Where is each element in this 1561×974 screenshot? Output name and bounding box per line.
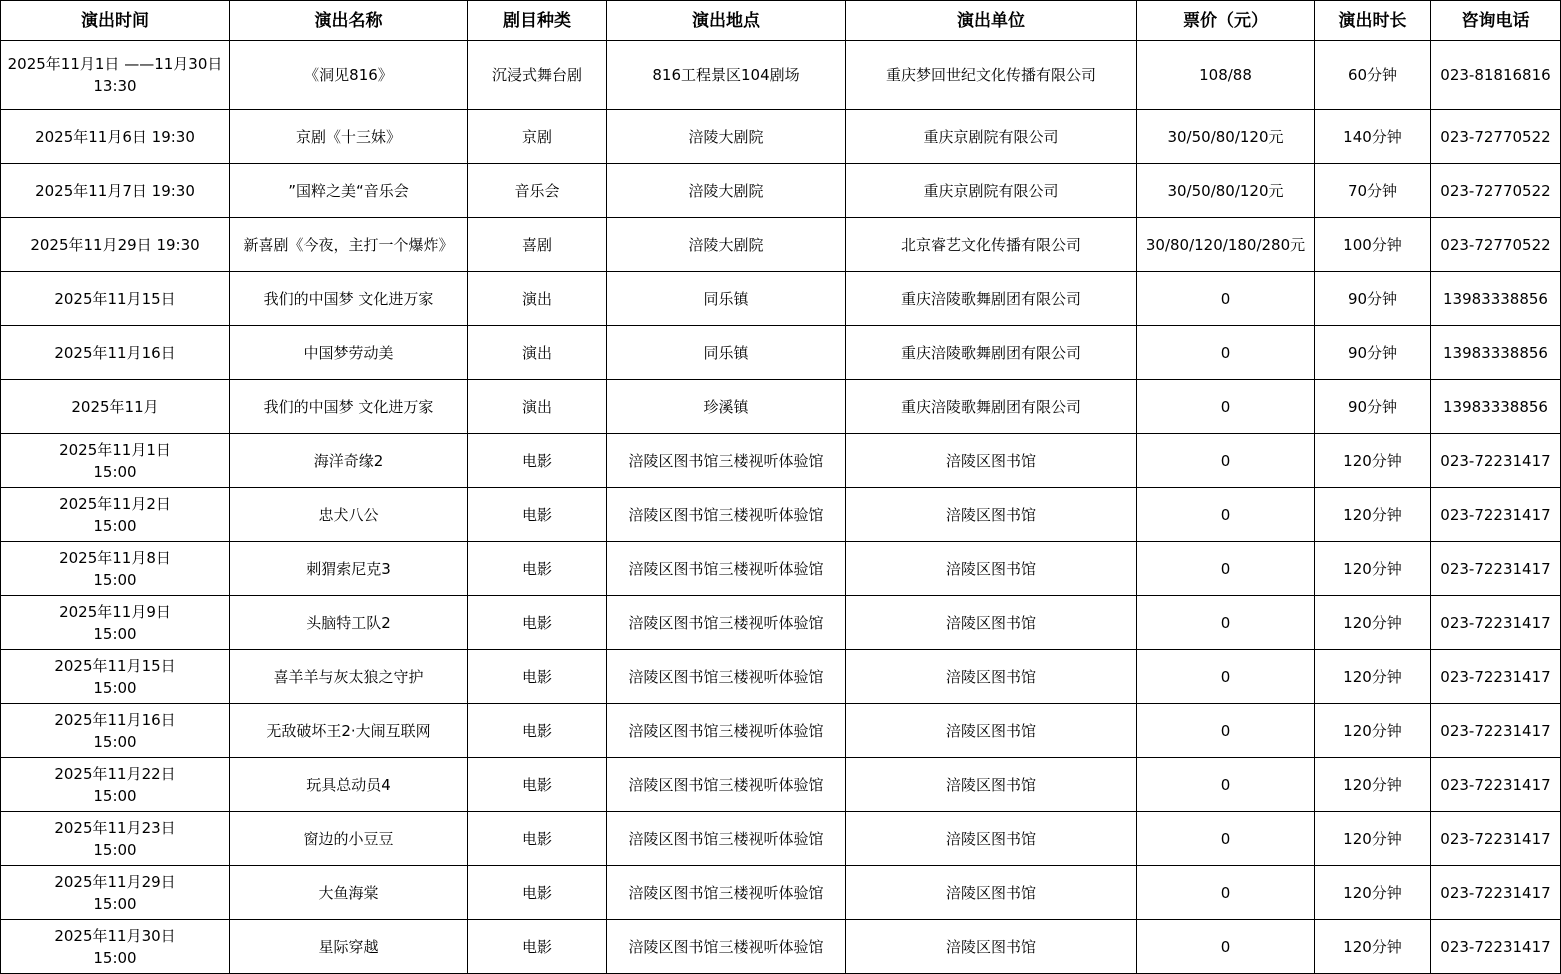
cell-genre: 电影 <box>468 812 607 866</box>
cell-price: 0 <box>1137 920 1315 974</box>
cell-time <box>1 758 230 812</box>
time-line: 15:00 <box>93 570 137 589</box>
cell-phone: 023-72770522 <box>1431 164 1561 218</box>
cell-price: 0 <box>1137 650 1315 704</box>
cell-name: 海洋奇缘2 <box>230 434 468 488</box>
header-phone: 咨询电话 <box>1431 1 1561 41</box>
cell-duration: 120分钟 <box>1315 704 1431 758</box>
time-line: 15:00 <box>93 516 137 535</box>
cell-genre: 电影 <box>468 434 607 488</box>
time-line: 2025年11月9日 <box>59 602 171 621</box>
cell-duration: 120分钟 <box>1315 542 1431 596</box>
cell-venue: 涪陵区图书馆三楼视听体验馆 <box>607 704 846 758</box>
header-genre: 剧目种类 <box>468 1 607 41</box>
cell-duration: 70分钟 <box>1315 164 1431 218</box>
cell-venue: 816工程景区104剧场 <box>607 41 846 110</box>
table-row <box>1 704 1561 758</box>
cell-time <box>1 866 230 920</box>
table-row <box>1 542 1561 596</box>
cell-organizer: 重庆梦回世纪文化传播有限公司 <box>846 41 1137 110</box>
cell-venue: 涪陵区图书馆三楼视听体验馆 <box>607 596 846 650</box>
header-row <box>1 1 1561 41</box>
cell-genre: 电影 <box>468 650 607 704</box>
cell-organizer: 重庆涪陵歌舞剧团有限公司 <box>846 380 1137 434</box>
cell-name: 玩具总动员4 <box>230 758 468 812</box>
cell-price: 0 <box>1137 542 1315 596</box>
cell-organizer: 涪陵区图书馆 <box>846 488 1137 542</box>
cell-organizer: 涪陵区图书馆 <box>846 866 1137 920</box>
cell-genre: 电影 <box>468 542 607 596</box>
time-line: 2025年11月23日 <box>54 818 176 837</box>
cell-venue: 涪陵大剧院 <box>607 218 846 272</box>
cell-duration: 120分钟 <box>1315 488 1431 542</box>
cell-organizer: 涪陵区图书馆 <box>846 920 1137 974</box>
cell-name: 京剧《十三妹》 <box>230 110 468 164</box>
cell-duration: 140分钟 <box>1315 110 1431 164</box>
cell-genre: 演出 <box>468 380 607 434</box>
time-line: 15:00 <box>93 894 137 913</box>
cell-phone: 023-72231417 <box>1431 542 1561 596</box>
time-line: 15:00 <box>93 732 137 751</box>
time-line: 2025年11月16日 <box>54 710 176 729</box>
time-line: 15:00 <box>93 786 137 805</box>
cell-time <box>1 704 230 758</box>
cell-phone: 13983338856 <box>1431 380 1561 434</box>
table-row <box>1 326 1561 380</box>
cell-venue: 涪陵区图书馆三楼视听体验馆 <box>607 434 846 488</box>
table-row <box>1 41 1561 110</box>
cell-genre: 京剧 <box>468 110 607 164</box>
time-line: 2025年11月6日 19:30 <box>35 127 195 146</box>
cell-venue: 涪陵区图书馆三楼视听体验馆 <box>607 920 846 974</box>
cell-phone: 023-72231417 <box>1431 434 1561 488</box>
cell-organizer: 涪陵区图书馆 <box>846 596 1137 650</box>
table-row <box>1 812 1561 866</box>
cell-time <box>1 920 230 974</box>
cell-time <box>1 164 230 218</box>
header-price: 票价（元） <box>1137 1 1315 41</box>
table-row <box>1 218 1561 272</box>
table-row <box>1 272 1561 326</box>
cell-organizer: 涪陵区图书馆 <box>846 434 1137 488</box>
cell-time <box>1 542 230 596</box>
cell-duration: 120分钟 <box>1315 866 1431 920</box>
cell-venue: 涪陵区图书馆三楼视听体验馆 <box>607 488 846 542</box>
cell-genre: 电影 <box>468 704 607 758</box>
cell-price: 0 <box>1137 704 1315 758</box>
cell-genre: 沉浸式舞台剧 <box>468 41 607 110</box>
cell-name: 大鱼海棠 <box>230 866 468 920</box>
cell-name: 我们的中国梦 文化进万家 <box>230 380 468 434</box>
time-line: 2025年11月29日 19:30 <box>30 235 200 254</box>
cell-price: 108/88 <box>1137 41 1315 110</box>
cell-phone: 13983338856 <box>1431 272 1561 326</box>
table-row <box>1 650 1561 704</box>
cell-name: 《洞见816》 <box>230 41 468 110</box>
time-line: 2025年11月15日 <box>54 656 176 675</box>
cell-time <box>1 650 230 704</box>
cell-price: 0 <box>1137 812 1315 866</box>
cell-phone: 023-72231417 <box>1431 920 1561 974</box>
cell-genre: 音乐会 <box>468 164 607 218</box>
cell-duration: 90分钟 <box>1315 272 1431 326</box>
header-name: 演出名称 <box>230 1 468 41</box>
cell-phone: 023-72231417 <box>1431 704 1561 758</box>
cell-time <box>1 326 230 380</box>
cell-name: 新喜剧《今夜，主打一个爆炸》 <box>230 218 468 272</box>
cell-organizer: 北京睿艺文化传播有限公司 <box>846 218 1137 272</box>
cell-organizer: 重庆京剧院有限公司 <box>846 164 1137 218</box>
cell-organizer: 重庆涪陵歌舞剧团有限公司 <box>846 326 1137 380</box>
cell-name: 无敌破坏王2·大闹互联网 <box>230 704 468 758</box>
table-row <box>1 866 1561 920</box>
cell-time <box>1 596 230 650</box>
cell-name: ”国粹之美“音乐会 <box>230 164 468 218</box>
cell-venue: 同乐镇 <box>607 326 846 380</box>
cell-organizer: 涪陵区图书馆 <box>846 542 1137 596</box>
time-line: 2025年11月8日 <box>59 548 171 567</box>
cell-duration: 120分钟 <box>1315 812 1431 866</box>
cell-organizer: 涪陵区图书馆 <box>846 758 1137 812</box>
cell-phone: 023-72231417 <box>1431 758 1561 812</box>
cell-phone: 13983338856 <box>1431 326 1561 380</box>
time-line: 2025年11月15日 <box>54 289 176 308</box>
cell-price: 0 <box>1137 434 1315 488</box>
cell-name: 刺猬索尼克3 <box>230 542 468 596</box>
time-line: 2025年11月16日 <box>54 343 176 362</box>
time-line: 2025年11月1日 ——11月30日 <box>7 55 223 73</box>
cell-name: 喜羊羊与灰太狼之守护 <box>230 650 468 704</box>
cell-genre: 演出 <box>468 326 607 380</box>
cell-phone: 023-72231417 <box>1431 650 1561 704</box>
cell-price: 30/50/80/120元 <box>1137 164 1315 218</box>
cell-price: 30/80/120/180/280元 <box>1137 218 1315 272</box>
cell-price: 0 <box>1137 488 1315 542</box>
cell-venue: 涪陵大剧院 <box>607 164 846 218</box>
time-line: 15:00 <box>93 624 137 643</box>
time-line: 15:00 <box>93 948 137 967</box>
cell-price: 0 <box>1137 866 1315 920</box>
cell-venue: 珍溪镇 <box>607 380 846 434</box>
cell-time <box>1 110 230 164</box>
cell-phone: 023-72231417 <box>1431 488 1561 542</box>
cell-time <box>1 434 230 488</box>
cell-genre: 喜剧 <box>468 218 607 272</box>
cell-duration: 90分钟 <box>1315 380 1431 434</box>
cell-price: 0 <box>1137 758 1315 812</box>
cell-name: 星际穿越 <box>230 920 468 974</box>
time-line: 2025年11月22日 <box>54 764 176 783</box>
cell-organizer: 重庆涪陵歌舞剧团有限公司 <box>846 272 1137 326</box>
cell-name: 窗边的小豆豆 <box>230 812 468 866</box>
cell-organizer: 涪陵区图书馆 <box>846 704 1137 758</box>
cell-phone: 023-72770522 <box>1431 110 1561 164</box>
cell-duration: 100分钟 <box>1315 218 1431 272</box>
cell-genre: 演出 <box>468 272 607 326</box>
table-row <box>1 380 1561 434</box>
time-line: 13:30 <box>93 77 137 95</box>
cell-name: 忠犬八公 <box>230 488 468 542</box>
cell-duration: 60分钟 <box>1315 41 1431 110</box>
time-line: 2025年11月7日 19:30 <box>35 181 195 200</box>
cell-venue: 涪陵区图书馆三楼视听体验馆 <box>607 650 846 704</box>
cell-time <box>1 272 230 326</box>
table-row <box>1 488 1561 542</box>
table-row <box>1 164 1561 218</box>
cell-time <box>1 812 230 866</box>
cell-time <box>1 41 230 110</box>
table-row <box>1 434 1561 488</box>
cell-phone: 023-72231417 <box>1431 812 1561 866</box>
cell-venue: 涪陵区图书馆三楼视听体验馆 <box>607 758 846 812</box>
time-line: 15:00 <box>93 678 137 697</box>
cell-phone: 023-72231417 <box>1431 866 1561 920</box>
header-venue: 演出地点 <box>607 1 846 41</box>
cell-time <box>1 218 230 272</box>
cell-name: 我们的中国梦 文化进万家 <box>230 272 468 326</box>
cell-venue: 涪陵区图书馆三楼视听体验馆 <box>607 542 846 596</box>
cell-organizer: 重庆京剧院有限公司 <box>846 110 1137 164</box>
cell-duration: 120分钟 <box>1315 650 1431 704</box>
cell-genre: 电影 <box>468 758 607 812</box>
cell-organizer: 涪陵区图书馆 <box>846 650 1137 704</box>
cell-duration: 90分钟 <box>1315 326 1431 380</box>
cell-duration: 120分钟 <box>1315 434 1431 488</box>
table-row <box>1 596 1561 650</box>
cell-venue: 同乐镇 <box>607 272 846 326</box>
cell-organizer: 涪陵区图书馆 <box>846 812 1137 866</box>
cell-phone: 023-81816816 <box>1431 41 1561 110</box>
cell-price: 0 <box>1137 272 1315 326</box>
header-time: 演出时间 <box>1 1 230 41</box>
time-line: 2025年11月29日 <box>54 872 176 891</box>
cell-phone: 023-72770522 <box>1431 218 1561 272</box>
cell-genre: 电影 <box>468 866 607 920</box>
cell-venue: 涪陵大剧院 <box>607 110 846 164</box>
time-line: 15:00 <box>93 840 137 859</box>
cell-venue: 涪陵区图书馆三楼视听体验馆 <box>607 866 846 920</box>
cell-name: 头脑特工队2 <box>230 596 468 650</box>
cell-duration: 120分钟 <box>1315 758 1431 812</box>
time-line: 2025年11月30日 <box>54 926 176 945</box>
cell-price: 0 <box>1137 380 1315 434</box>
time-line: 2025年11月 <box>71 397 159 416</box>
cell-duration: 120分钟 <box>1315 920 1431 974</box>
table-row <box>1 920 1561 974</box>
cell-phone: 023-72231417 <box>1431 596 1561 650</box>
table-row <box>1 758 1561 812</box>
cell-name: 中国梦劳动美 <box>230 326 468 380</box>
cell-genre: 电影 <box>468 488 607 542</box>
table-header <box>1 1 1561 41</box>
cell-time <box>1 488 230 542</box>
cell-genre: 电影 <box>468 920 607 974</box>
cell-price: 30/50/80/120元 <box>1137 110 1315 164</box>
time-line: 15:00 <box>93 462 137 481</box>
header-duration: 演出时长 <box>1315 1 1431 41</box>
cell-price: 0 <box>1137 326 1315 380</box>
table-row <box>1 110 1561 164</box>
time-line: 2025年11月1日 <box>59 440 171 459</box>
cell-duration: 120分钟 <box>1315 596 1431 650</box>
header-organizer: 演出单位 <box>846 1 1137 41</box>
cell-time <box>1 380 230 434</box>
cell-venue: 涪陵区图书馆三楼视听体验馆 <box>607 812 846 866</box>
table-body <box>1 41 1561 974</box>
cell-genre: 电影 <box>468 596 607 650</box>
cell-price: 0 <box>1137 596 1315 650</box>
time-line: 2025年11月2日 <box>59 494 171 513</box>
